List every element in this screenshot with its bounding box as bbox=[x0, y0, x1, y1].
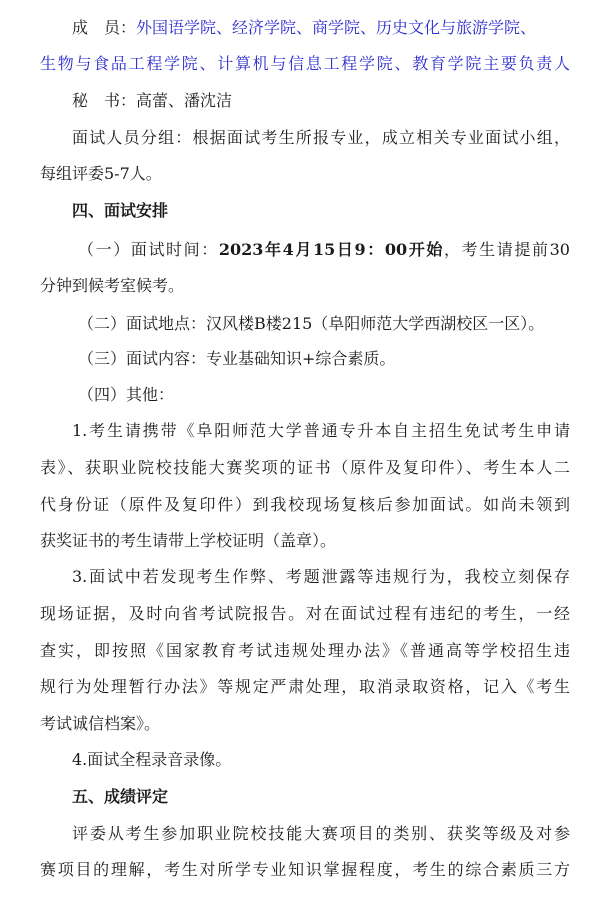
grouping-line-1: 面试人员分组：根据面试考生所报专业，成立相关专业面试小组， bbox=[72, 128, 570, 147]
section-5-line-2: 赛项目的理解，考生对所学专业知识掌握程度，考生的综合素质三方 bbox=[40, 860, 570, 879]
interview-time-line-2: 分钟到候考室候考。 bbox=[40, 276, 185, 295]
interview-time-suffix: ，考生请提前30 bbox=[443, 240, 570, 259]
item3-line-4: 规行为处理暂行办法》等规定严肃处理，取消录取资格，记入《考生 bbox=[40, 677, 570, 696]
secretary-label: 秘 书： bbox=[72, 91, 137, 110]
item1-line-1: 1.考生请携带《阜阳师范大学普通专升本自主招生免试考生申请 bbox=[72, 421, 570, 440]
interview-other: （四）其他： bbox=[78, 385, 175, 404]
interview-time-value: 2023年4月15日9：00开始 bbox=[218, 240, 444, 259]
item3-line-3: 查实，即按照《国家教育考试违规处理办法》《普通高等学校招生违 bbox=[40, 641, 570, 660]
section-5-title: 五、成绩评定 bbox=[72, 787, 169, 806]
members-list-part-1: 外国语学院、经济学院、商学院、历史文化与旅游学院、 bbox=[136, 18, 537, 37]
section-5-line-1: 评委从考生参加职业院校技能大赛项目的类别、获奖等级及对参 bbox=[72, 824, 570, 843]
item1-line-4: 获奖证书的考生请带上学校证明（盖章）。 bbox=[40, 531, 337, 550]
secretary-value: 高蕾、潘沈洁 bbox=[136, 91, 233, 110]
item4-line: 4.面试全程录音录像。 bbox=[72, 750, 232, 769]
item3-line-1: 3.面试中若发现考生作弊、考题泄露等违规行为，我校立刻保存 bbox=[72, 567, 570, 586]
item1-line-2: 表》、获职业院校技能大赛奖项的证书（原件及复印件）、考生本人二 bbox=[40, 458, 570, 477]
interview-content: （三）面试内容：专业基础知识+综合素质。 bbox=[78, 349, 396, 368]
item1-line-3: 代身份证（原件及复印件）到我校现场复核后参加面试。如尚未领到 bbox=[40, 495, 570, 514]
interview-time-line-1 bbox=[78, 232, 570, 268]
secretary-line bbox=[72, 83, 570, 119]
item3-line-2: 现场证据，及时向省考试院报告。对在面试过程有违纪的考生，一经 bbox=[40, 604, 570, 623]
interview-location: （二）面试地点：汉风楼B楼215（阜阳师范大学西湖校区一区）。 bbox=[78, 314, 545, 333]
members-line-2: 生物与食品工程学院、计算机与信息工程学院、教育学院主要负责人 bbox=[40, 54, 570, 73]
item3-line-5: 考试诚信档案》。 bbox=[40, 714, 161, 733]
members-line-1 bbox=[72, 10, 570, 46]
section-4-title: 四、面试安排 bbox=[72, 201, 169, 220]
grouping-line-2: 每组评委5-7人。 bbox=[40, 164, 162, 183]
members-label: 成 员： bbox=[72, 18, 137, 37]
interview-time-prefix: （一）面试时间： bbox=[78, 240, 219, 259]
